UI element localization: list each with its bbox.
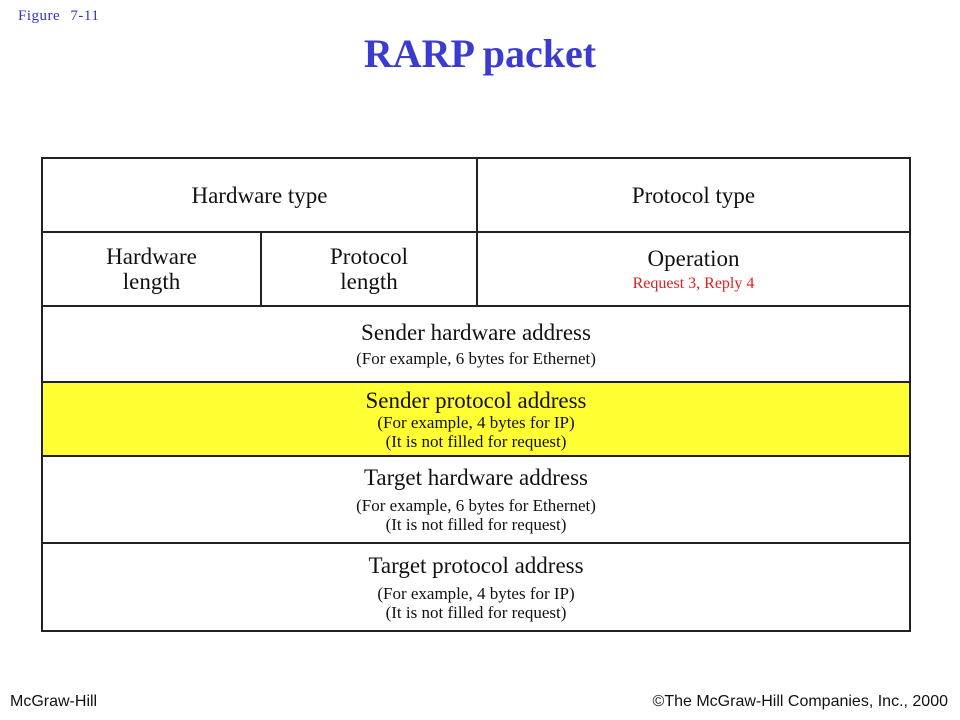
hardware-length-line1: Hardware: [106, 244, 197, 269]
row-sender-protocol: [43, 383, 909, 457]
target-hardware-note1: (For example, 6 bytes for Ethernet): [356, 496, 596, 515]
operation-note: Request 3, Reply 4: [632, 274, 755, 292]
target-protocol-note1: (For example, 4 bytes for IP): [377, 583, 575, 603]
target-hardware-note2: (It is not filled for request): [385, 515, 567, 534]
hardware-type-field: [43, 159, 476, 231]
target-hardware-address-field: [43, 457, 909, 542]
row-types: [43, 159, 909, 233]
row-target-protocol: [43, 544, 909, 630]
protocol-length-line1: Protocol: [330, 244, 408, 269]
target-protocol-address-field: [43, 544, 909, 630]
operation-label: Operation: [647, 245, 740, 271]
footer-copyright: ©The McGraw-Hill Companies, Inc., 2000: [652, 693, 948, 710]
hardware-length-field: [43, 233, 260, 305]
hardware-length-line2: length: [122, 269, 181, 294]
protocol-length-field: [260, 233, 476, 305]
row-lengths-operation: [43, 233, 909, 307]
sender-protocol-note1: (For example, 4 bytes for IP): [377, 412, 575, 432]
sender-protocol-address-field: [43, 383, 909, 455]
figure-label: Figure 7-11: [18, 8, 100, 24]
row-sender-hardware: [43, 307, 909, 383]
target-hardware-label: Target hardware address: [363, 465, 589, 490]
sender-protocol-label: Sender protocol address: [365, 387, 587, 413]
protocol-type-field: [476, 159, 909, 231]
sender-hardware-note: (For example, 6 bytes for Ethernet): [356, 349, 596, 368]
sender-hardware-label: Sender hardware address: [361, 320, 591, 345]
hardware-type-label: Hardware type: [191, 182, 328, 208]
footer-publisher: McGraw-Hill: [10, 693, 98, 710]
target-protocol-label: Target protocol address: [368, 552, 584, 578]
sender-protocol-note2: (It is not filled for request): [385, 431, 567, 451]
sender-hardware-address-field: [43, 307, 909, 381]
protocol-type-label: Protocol type: [631, 182, 756, 208]
page-title: RARP packet: [363, 31, 597, 76]
rarp-packet-diagram: [41, 157, 911, 632]
row-target-hardware: [43, 457, 909, 544]
target-protocol-note2: (It is not filled for request): [385, 602, 567, 622]
protocol-length-line2: length: [340, 269, 398, 294]
operation-field: [476, 233, 909, 305]
